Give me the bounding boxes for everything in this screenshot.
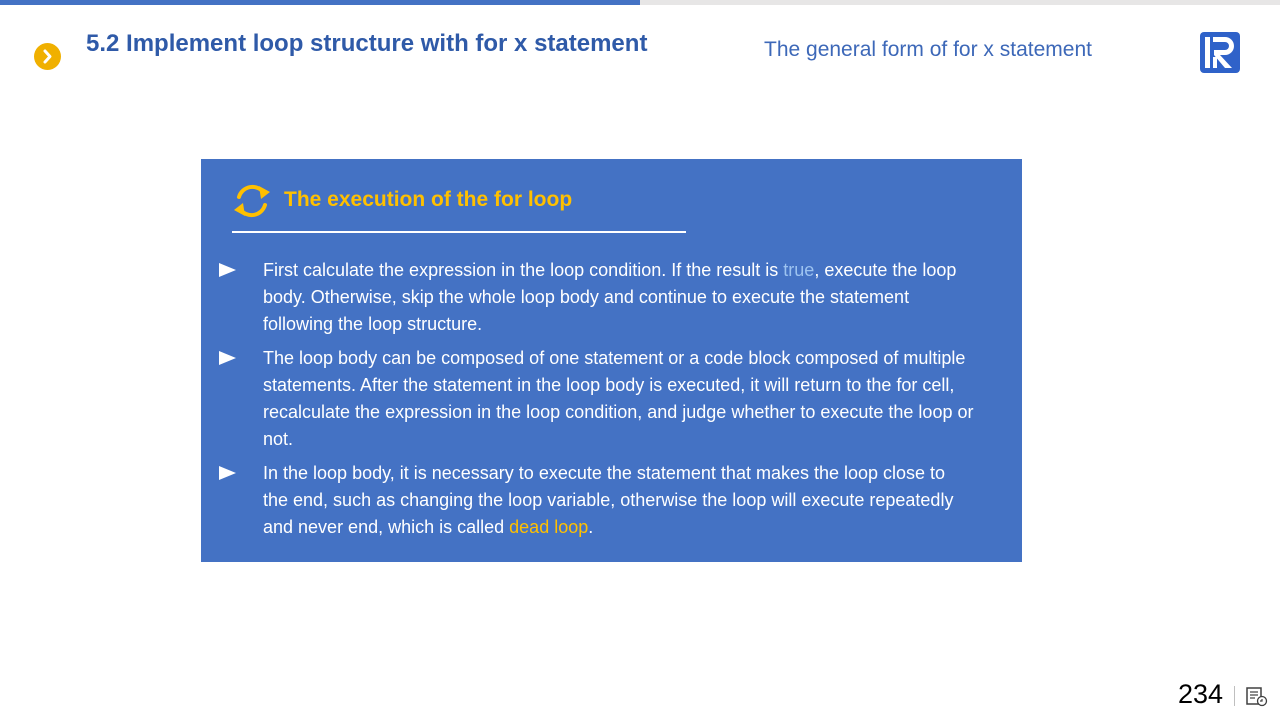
bullet-text: The loop body can be composed of one statement or a code block composed of multiple statements. After the statement in the loop body is executed, it will return to the for cell, recalculate the expression in the loop condition, and judge whether to execute the loop or not. bbox=[263, 348, 974, 449]
chevron-right-icon bbox=[34, 43, 61, 70]
triangle-bullet-icon bbox=[219, 263, 236, 277]
bullet-text: In the loop body, it is necessary to execute the statement that makes the loop close to the end, such as changing the loop variable, otherwise the loop will execute repeatedly and never end, which is called bbox=[263, 463, 954, 537]
list-item bbox=[201, 345, 1022, 453]
cycle-arrows-icon bbox=[230, 180, 274, 222]
progress-bar-track bbox=[640, 0, 1280, 5]
progress-bar-filled bbox=[0, 0, 640, 5]
panel-heading: The execution of the for loop bbox=[284, 188, 573, 211]
highlight-dead-loop: dead loop bbox=[509, 517, 589, 537]
slide-notes-icon[interactable] bbox=[1246, 687, 1268, 707]
section-subtitle: The general form of for x statement bbox=[764, 38, 1092, 61]
brand-logo-icon bbox=[1199, 31, 1241, 74]
highlight-true: true bbox=[783, 260, 815, 280]
triangle-bullet-icon bbox=[219, 466, 236, 480]
bullet-list bbox=[201, 257, 1022, 548]
divider bbox=[1234, 686, 1235, 706]
divider bbox=[232, 231, 686, 233]
bullet-text: First calculate the expression in the loop condition. If the result is bbox=[263, 260, 784, 280]
bullet-text: , execute the loop body. Otherwise, skip the whole loop body and continue to execute the statement following the loop structure. bbox=[263, 260, 957, 334]
page-title: 5.2 Implement loop structure with for x statement bbox=[86, 30, 648, 57]
triangle-bullet-icon bbox=[219, 351, 236, 365]
list-item bbox=[201, 257, 1022, 338]
info-panel bbox=[201, 159, 1022, 562]
page-number: 234 bbox=[1178, 679, 1224, 709]
list-item bbox=[201, 460, 1022, 541]
bullet-text: . bbox=[588, 517, 594, 537]
